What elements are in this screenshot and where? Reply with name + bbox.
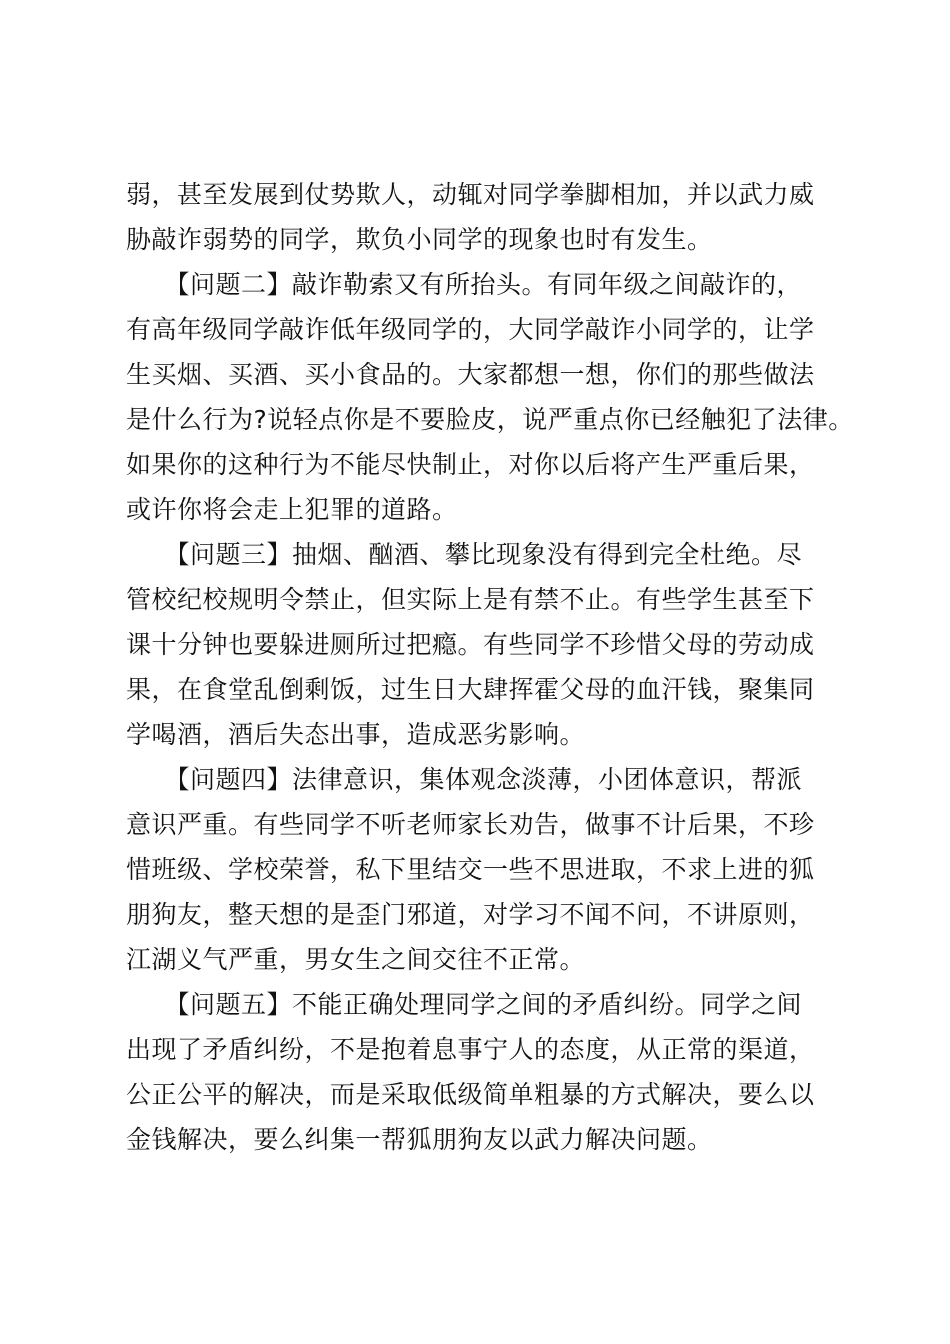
text-line: 意识严重。有些同学不听老师家长劝告，做事不计后果，不珍 [126,810,815,839]
text-line: 弱，甚至发展到仗势欺人，动辄对同学拳脚相加，并以武力威 [126,180,815,209]
text-line: 管校纪校规明令禁止，但实际上是有禁不止。有些学生甚至下 [126,585,815,614]
text-line: 是什么行为?说轻点你是不要脸皮，说严重点你已经触犯了法律。 [126,405,854,434]
text-line: 公正公平的解决，而是采取低级简单粗暴的方式解决，要么以 [126,1080,815,1109]
text-line: 惜班级、学校荣誉，私下里结交一些不思进取，不求上进的狐 [126,855,815,884]
text-line: 有高年级同学敲诈低年级同学的，大同学敲诈小同学的，让学 [126,315,815,344]
document-body [126,172,854,1162]
paragraph-start-line: 【问题二】敲诈勒索又有所抬头。有同年级之间敲诈的， [126,270,803,299]
text-line: 学喝酒，酒后失态出事，造成恶劣影响。 [126,720,586,749]
text-line: 生买烟、买酒、买小食品的。大家都想一想，你们的那些做法 [126,360,815,389]
paragraph-start-line: 【问题四】法律意识，集体观念淡薄，小团体意识，帮派 [126,765,803,794]
paragraph-start-line: 【问题五】不能正确处理同学之间的矛盾纠纷。同学之间 [126,990,803,1019]
text-line: 如果你的这种行为不能尽快制止，对你以后将产生严重后果， [126,450,815,479]
text-line: 胁敲诈弱势的同学，欺负小同学的现象也时有发生。 [126,225,713,254]
text-line: 金钱解决，要么纠集一帮狐朋狗友以武力解决问题。 [126,1125,713,1154]
text-line: 朋狗友，整天想的是歪门邪道，对学习不闻不问，不讲原则， [126,900,815,929]
text-line: 或许你将会走上犯罪的道路。 [126,495,458,524]
text-line: 江湖义气严重，男女生之间交往不正常。 [126,945,586,974]
text-line: 课十分钟也要躲进厕所过把瘾。有些同学不珍惜父母的劳动成 [126,630,815,659]
text-line: 果，在食堂乱倒剩饭，过生日大肆挥霍父母的血汗钱，聚集同 [126,675,815,704]
text-line: 出现了矛盾纠纷，不是抱着息事宁人的态度，从正常的渠道， [126,1035,815,1064]
paragraph-start-line: 【问题三】抽烟、酗酒、攀比现象没有得到完全杜绝。尽 [126,540,803,569]
